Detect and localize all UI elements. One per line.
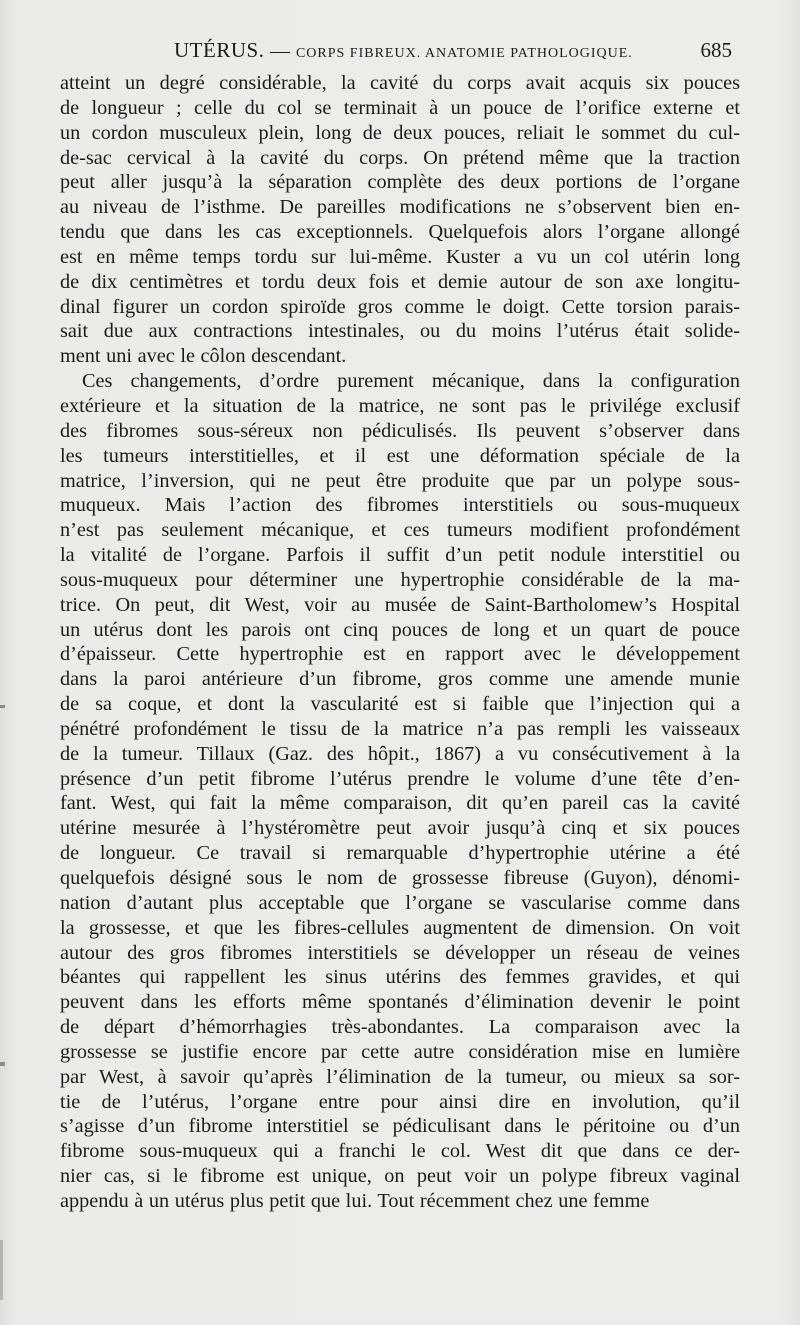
text-line: grossesse se justifie encore par cette autre considération mise en lumière: [60, 1040, 740, 1063]
text-line: la grossesse, et que les fibres-cellules augmentent de dimension. On voit: [60, 916, 740, 939]
text-line: un utérus dont les parois ont cinq pouces de long et un quart de pouce: [60, 618, 740, 641]
text-line: de départ d’hémorrhagies très-abondantes. La comparaison avec la: [60, 1016, 740, 1039]
running-header: [60, 38, 738, 68]
paragraph: [60, 71, 740, 369]
margin-mark: [0, 1240, 3, 1300]
text-line: un cordon musculeux plein, long de deux pouces, reliait le sommet du cul-: [60, 121, 740, 144]
text-line: au niveau de l’isthme. De pareilles modifications ne s’observent bien en-: [60, 196, 740, 219]
text-line: Ces changements, d’ordre purement mécanique, dans la configuration: [82, 370, 740, 393]
text-line: dinal figurer un cordon spiroïde gros comme le doigt. Cette torsion parais-: [60, 295, 740, 318]
margin-mark: [0, 1062, 5, 1066]
text-line: de dix centimètres et tordu deux fois et demie autour de son axe longitu-: [60, 270, 740, 293]
text-line: nation d’autant plus acceptable que l’organe se vascularise comme dans: [60, 891, 740, 914]
text-line: présence d’un petit fibrome l’utérus prendre le volume d’une tête d’en-: [60, 767, 740, 790]
text-line: utérine mesurée à l’hystéromètre peut avoir jusqu’à cinq et six pouces: [60, 817, 740, 840]
text-line: la vitalité de l’organe. Parfois il suffit d’un petit nodule interstitiel ou: [60, 544, 740, 567]
text-line: fant. West, qui fait la même comparaison, dit qu’en pareil cas la cavité: [60, 792, 740, 815]
text-line: pénétré profondément le tissu de la matrice n’a pas rempli les vaisseaux: [60, 717, 740, 740]
text-line: n’est pas seulement mécanique, et ces tumeurs modifient profondément: [60, 519, 740, 542]
text-line: de la tumeur. Tillaux (Gaz. des hôpit., 1867) a vu consécutivement à la: [60, 742, 740, 765]
text-line: dans la paroi antérieure d’un fibrome, gros comme une amende munie: [60, 668, 740, 691]
text-line: sait due aux contractions intestinales, ou du moins l’utérus était solide-: [60, 320, 740, 343]
text-line: béantes qui rappellent les sinus utérins des femmes gravides, et qui: [60, 966, 740, 989]
text-line: de sa coque, et dont la vascularité est si faible que l’injection qui a: [60, 693, 740, 716]
text-line: atteint un degré considérable, la cavité du corps avait acquis six pouces: [60, 72, 740, 94]
text-line: quelquefois désigné sous le nom de grossesse fibreuse (Guyon), dénomi-: [60, 867, 740, 889]
text-line: sous-muqueux pour déterminer une hypertrophie considérable de la ma-: [60, 568, 740, 591]
text-line: muqueux. Mais l’action des fibromes interstitiels ou sous-muqueux: [60, 494, 740, 517]
text-line: s’agisse d’un fibrome interstitiel se pédiculisant dans le péritoine ou d’un: [60, 1115, 740, 1138]
text-line: tie de l’utérus, l’organe entre pour ainsi dire en involution, qu’il: [60, 1090, 740, 1113]
running-title: [174, 38, 633, 63]
margin-mark: [0, 705, 5, 708]
text-line: de-sac cervical à la cavité du corps. On prétend même que la traction: [60, 146, 740, 169]
text-line: de longueur ; celle du col se terminait à un pouce de l’orifice externe et: [60, 96, 740, 119]
text-line: appendu à un utérus plus petit que lui. Tout récemment chez une femme: [60, 1189, 650, 1212]
body-text: [60, 71, 740, 1214]
running-title-main: UTÉRUS.: [174, 38, 265, 62]
text-line: les tumeurs interstitielles, et il est une déformation spéciale de la: [60, 444, 740, 467]
text-line: fibrome sous-muqueux qui a franchi le col. West dit que dans ce der-: [60, 1140, 740, 1163]
text-line: extérieure et la situation de la matrice, ne sont pas le privilége exclusif: [60, 394, 740, 417]
text-line: de longueur. Ce travail si remarquable d’hypertrophie utérine a été: [60, 842, 740, 865]
text-line: ment uni avec le côlon descendant.: [60, 345, 347, 368]
running-title-sub: CORPS FIBREUX. ANATOMIE PATHOLOGIQUE.: [295, 46, 633, 61]
text-line: est en même temps tordu sur lui-même. Kuster a vu un col utérin long: [60, 245, 740, 268]
running-title-dash: —: [264, 40, 296, 62]
text-line: peuvent dans les efforts même spontanés d’élimination devenir le point: [60, 991, 740, 1014]
text-line: peut aller jusqu’à la séparation complète des deux portions de l’organe: [60, 171, 740, 194]
text-line: matrice, l’inversion, qui ne peut être produite que par un polype sous-: [60, 469, 740, 492]
page-number: 685: [700, 38, 732, 62]
text-line: par West, à savoir qu’après l’élimination de la tumeur, ou mieux sa sor-: [60, 1065, 740, 1088]
paragraph: [60, 369, 740, 1214]
text-line: nier cas, si le fibrome est unique, on peut voir un polype fibreux vaginal: [60, 1165, 740, 1188]
text-line: des fibromes sous-séreux non pédiculisés. Ils peuvent s’observer dans: [60, 419, 740, 442]
text-line: autour des gros fibromes interstitiels se développer un réseau de veines: [60, 941, 740, 964]
text-line: trice. On peut, dit West, voir au musée de Saint-Bartholomew’s Hospital: [60, 593, 740, 616]
text-line: d’épaisseur. Cette hypertrophie est en rapport avec le développement: [60, 643, 740, 666]
text-line: tendu que dans les cas exceptionnels. Quelquefois alors l’organe allongé: [60, 221, 740, 244]
